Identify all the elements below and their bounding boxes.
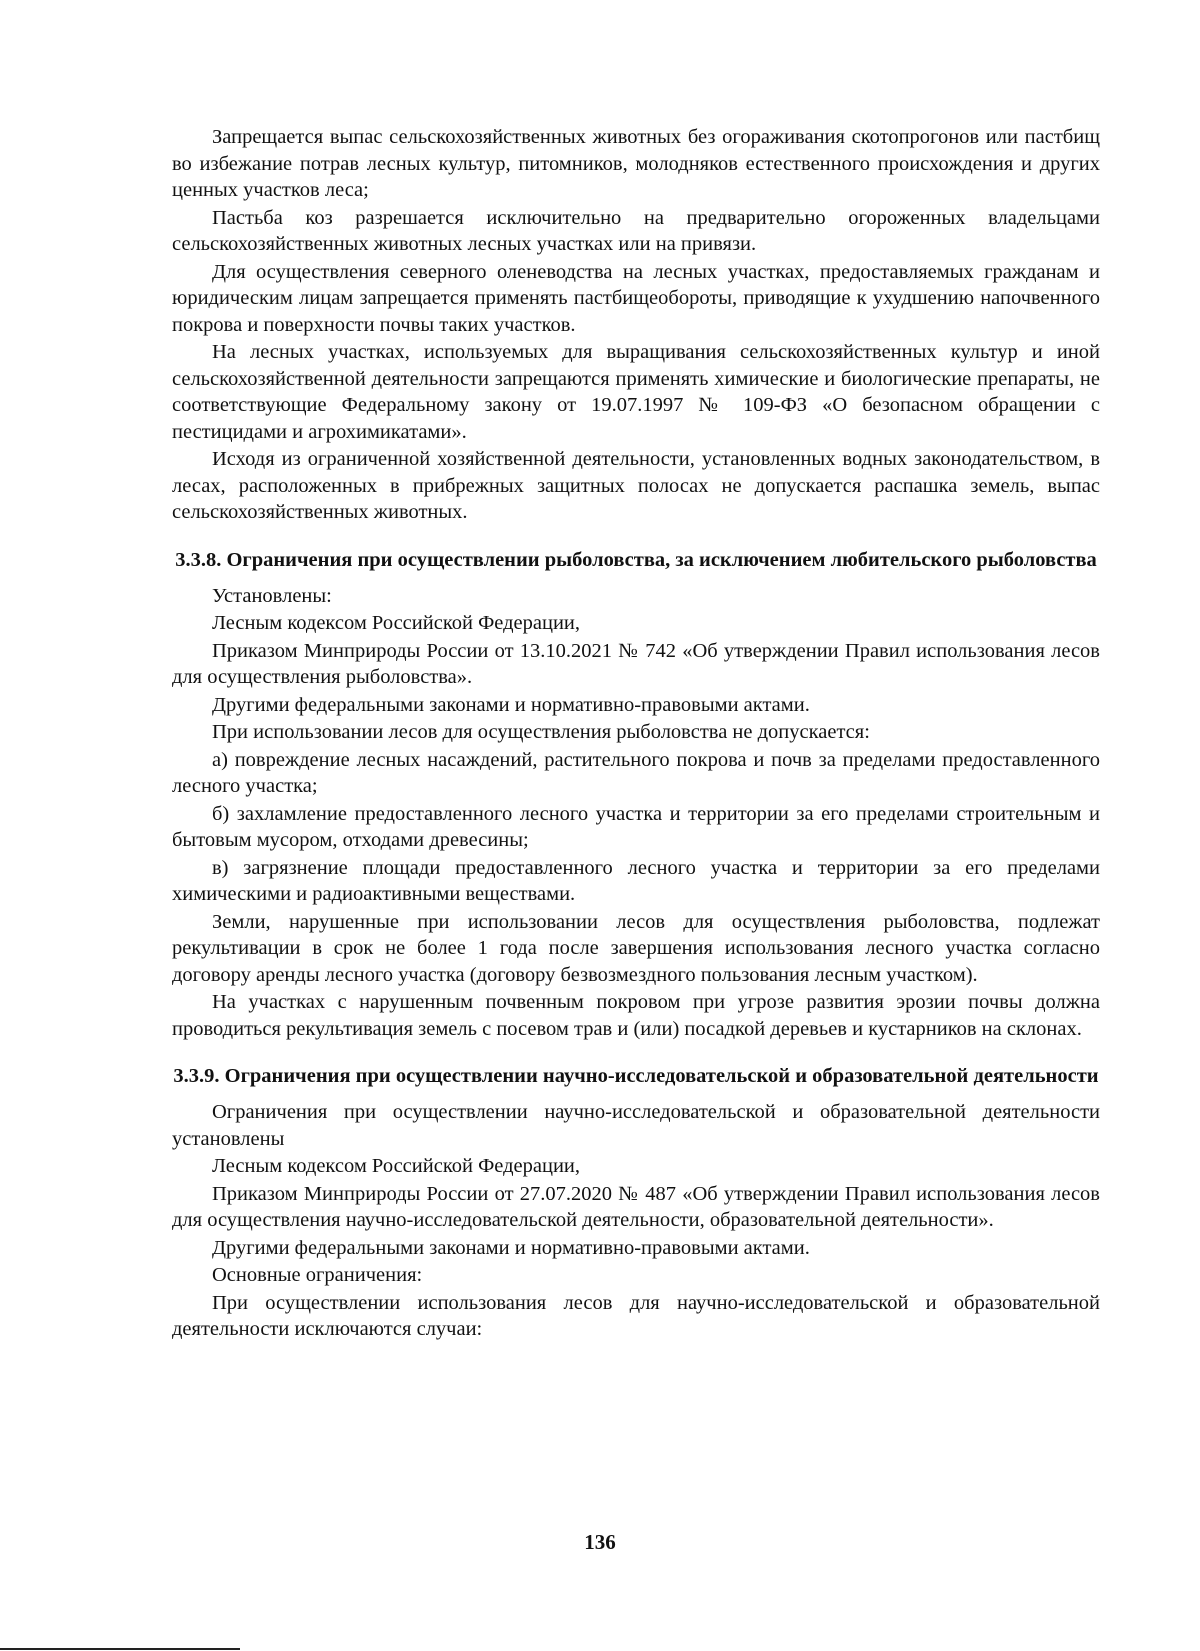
paragraph: Приказом Минприроды России от 27.07.2020 № 487 «Об утверждении Правил использования лесов для осуществления научно-исследовательской деятельности, образовательной деятельности». xyxy=(172,1182,1100,1231)
document-body xyxy=(172,124,1100,1344)
page-number: 136 xyxy=(584,1530,616,1554)
section-heading-3-3-9: 3.3.9. Ограничения при осуществлении научно-исследовательской и образовательной деятельности xyxy=(173,1065,1099,1087)
footer-rule xyxy=(0,1648,240,1650)
paragraph: При использовании лесов для осуществления рыболовства не допускается: xyxy=(212,721,870,743)
paragraph: Для осуществления северного оленеводства на лесных участках, предоставляемых гражданам и юридическим лицам запрещается применять пастбищеобороты, приводящие к ухудшению напочвенного покрова и поверхности почвы таких участков. xyxy=(172,260,1100,336)
paragraph: При осуществлении использования лесов для научно-исследовательской и образовательной деятельности исключаются случаи: xyxy=(172,1291,1100,1340)
list-item-a: а) повреждение лесных насаждений, растительного покрова и почв за пределами предоставленного лесного участка; xyxy=(172,748,1100,797)
paragraph: Приказом Минприроды России от 13.10.2021 № 742 «Об утверждении Правил использования лесов для осуществления рыболовства». xyxy=(172,639,1100,688)
paragraph: Установлены: xyxy=(212,584,332,607)
paragraph: Лесным кодексом Российской Федерации, xyxy=(212,1155,581,1177)
list-item-b: б) захламление предоставленного лесного участка и территории за его пределами строительным и бытовым мусором, отходами древесины; xyxy=(172,802,1100,851)
paragraph: Исходя из ограниченной хозяйственной деятельности, установленных водных законодательством, в лесах, расположенных в прибрежных защитных полосах не допускается распашка земель, выпас сельскохозяйственных животных. xyxy=(172,448,1100,523)
paragraph: На лесных участках, используемых для выращивания сельскохозяйственных культур и иной сельскохозяйственной деятельности запрещаются применять химические и биологические препараты, не соответствующие Федеральному закону от 19.07.1997 № 109-ФЗ «О безопасном обращении с пестицидами и агрохимикатами». xyxy=(172,341,1100,443)
paragraph: Ограничения при осуществлении научно-исследовательской и образовательной деятельности установлены xyxy=(172,1101,1100,1150)
list-item-c: в) загрязнение площади предоставленного лесного участка и территории за его пределами химическими и радиоактивными веществами. xyxy=(172,856,1100,905)
section-heading-3-3-8: 3.3.8. Ограничения при осуществлении рыболовства, за исключением любительского рыболовства xyxy=(175,548,1097,571)
paragraph: Пастьба коз разрешается исключительно на предварительно огороженных владельцами сельскохозяйственных животных лесных участках или на привязи. xyxy=(172,206,1100,255)
paragraph: Лесным кодексом Российской Федерации, xyxy=(212,612,581,634)
paragraph: Земли, нарушенные при использовании лесов для осуществления рыболовства, подлежат рекультивации в срок не более 1 года после завершения использования лесного участка согласно договору аренды лесного участка (договору безвозмездного пользования лесным участком). xyxy=(172,910,1100,986)
paragraph: Основные ограничения: xyxy=(212,1264,423,1286)
paragraph: На участках с нарушенным почвенным покровом при угрозе развития эрозии почвы должна проводиться рекультивация земель с посевом трав и (или) посадкой деревьев и кустарников на склонах. xyxy=(172,991,1100,1040)
paragraph: Запрещается выпас сельскохозяйственных животных без огораживания скотопрогонов или пастбищ во избежание потрав лесных культур, питомников, молодняков естественного происхождения и других ценных участков леса; xyxy=(172,126,1100,201)
paragraph: Другими федеральными законами и нормативно-правовыми актами. xyxy=(212,1236,810,1259)
paragraph: Другими федеральными законами и нормативно-правовыми актами. xyxy=(212,693,810,716)
